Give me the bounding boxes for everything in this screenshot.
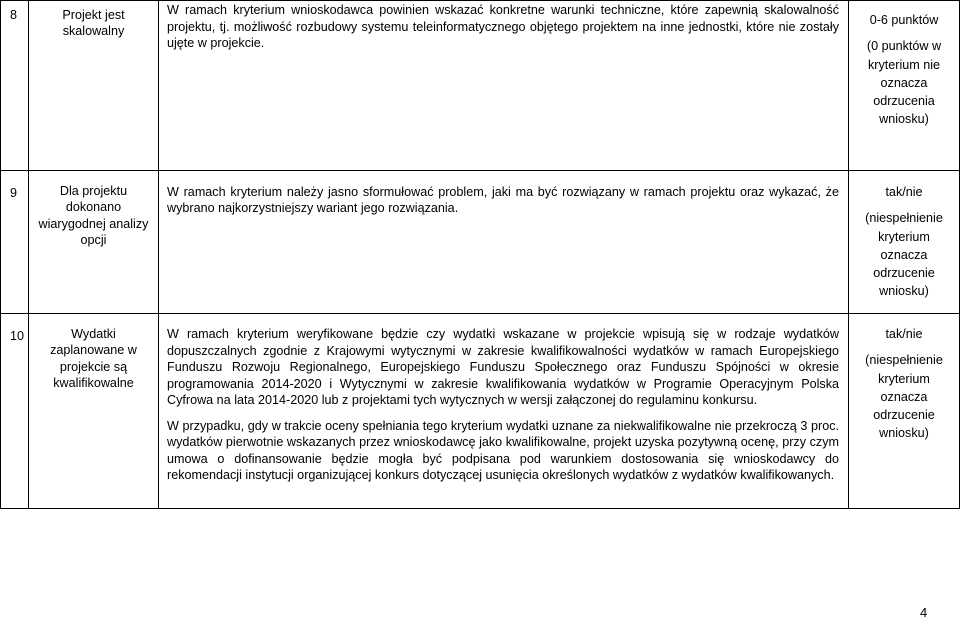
criterion-score [849, 171, 960, 314]
score-value: tak/nie [885, 327, 923, 341]
criterion-number: 8 [1, 1, 29, 171]
criterion-description [159, 1, 849, 171]
criterion-number: 9 [1, 171, 29, 314]
score-note: (niespełnienie kryterium oznacza odrzucenie wniosku) [865, 211, 943, 299]
score-value: tak/nie [885, 185, 923, 199]
table-row [1, 171, 960, 314]
description-paragraph: W ramach kryterium należy jasno sformułować problem, jaki ma być rozwiązany w ramach projektu oraz wykazać, że wybrano najkorzystniejszy wariant jego rozwiązania. [167, 185, 839, 216]
criterion-name-text: Wydatki zaplanowane w projekcie są kwalifikowalne [50, 327, 137, 390]
criterion-score [849, 314, 960, 509]
score-value: 0-6 punktów [869, 13, 939, 27]
description-paragraph: W ramach kryterium weryfikowane będzie czy wydatki wskazane w projekcie wpisują się w rodzaje wydatków dopuszczalnych zgodnie z Krajowymi wytycznymi w zakresie kwalifikowalności wydatków w ramach Europejskiego Funduszu Rozwoju Regionalnego, Europejskiego Funduszu Społecznego oraz Funduszu Spójności w okresie programowania 2014-2020 i Wytycznymi w zakresie kwalifikowania wydatków w Programie Operacyjnym Polska Cyfrowa na lata 2014-2020 lub z projektami tych wytycznych w wersji załączonej do regulaminu konkursu. [167, 327, 839, 407]
page-number: 4 [920, 605, 928, 620]
criterion-description [159, 171, 849, 314]
criterion-score [849, 1, 960, 171]
criterion-name [29, 1, 159, 171]
criterion-number: 10 [1, 314, 29, 509]
score-note: (niespełnienie kryterium oznacza odrzucenie wniosku) [865, 353, 943, 441]
table-row [1, 1, 960, 171]
criterion-name-text: Projekt jest skalowalny [62, 8, 125, 39]
table-row [1, 314, 960, 509]
score-note: (0 punktów w kryterium nie oznacza odrzucenia wniosku) [866, 39, 942, 127]
criterion-name-text: Dla projektu dokonano wiarygodnej analizy opcji [38, 184, 149, 247]
description-paragraph: W ramach kryterium wnioskodawca powinien wskazać konkretne warunki techniczne, które zapewnią skalowalność projektu, tj. możliwość rozbudowy systemu teleinformatycznego objętego projektem na inne jednostki, które nie zostały ujęte w projekcie. [167, 3, 839, 51]
criterion-description [159, 314, 849, 509]
criterion-name [29, 314, 159, 509]
criterion-name [29, 171, 159, 314]
description-paragraph: W przypadku, gdy w trakcie oceny spełniania tego kryterium wydatki uznane za niekwalifikowalne nie przekroczą 3 proc. wydatków pierwotnie wskazanych przez wnioskodawcę jako kwalifikowalne, projekt uzyska pozytywną ocenę, przy czym umowa o dofinansowanie będzie mogła być podpisana pod warunkiem dostosowania się wnioskodawcy do rekomendacji instytucji organizującej konkurs dotyczącej usunięcia określonych wydatków z wydatków kwalifikowanych. [167, 418, 839, 482]
